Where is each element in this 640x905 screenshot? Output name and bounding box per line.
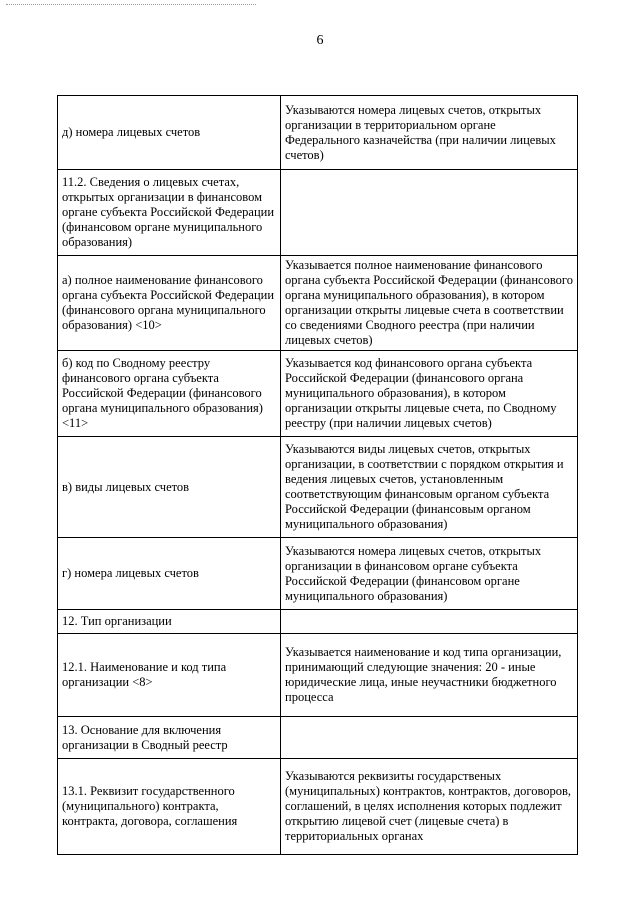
field-description-cell: Указываются номера лицевых счетов, открытых организации в территориальном органе Федерального казначейства (при наличии лицевых счетов) (281, 96, 578, 170)
field-description-cell: Указываются реквизиты государственых (муниципальных) контрактов, контрактов, договоров, соглашений, в целях исполнения которых подлежит открытию лицевой счет (лицевые счета) в территориальных органах (281, 759, 578, 855)
field-name-cell: 11.2. Сведения о лицевых счетах, открытых организации в финансовом органе субъекта Российской Федерации (финансовом органе муниципального образования) (58, 170, 281, 256)
field-description-cell (281, 610, 578, 634)
field-description-cell: Указываются виды лицевых счетов, открытых организации, в соответствии с порядком открытия и ведения лицевых счетов, установленным соответствующим финансовым органом субъекта Российской Федерации (финансовым органом муниципального образования) (281, 437, 578, 538)
table-row (58, 759, 578, 855)
field-name-cell: в) виды лицевых счетов (58, 437, 281, 538)
field-name-cell: б) код по Сводному реестру финансового органа субъекта Российской Федерации (финансового органа муниципального образования) <11> (58, 351, 281, 437)
table-row (58, 610, 578, 634)
field-name-cell: д) номера лицевых счетов (58, 96, 281, 170)
table-row (58, 717, 578, 759)
field-name-cell: 12. Тип организации (58, 610, 281, 634)
field-description-cell: Указываются номера лицевых счетов, открытых организации в финансовом органе субъекта Российской Федерации (финансовом органе муниципального образования) (281, 538, 578, 610)
table-row (58, 437, 578, 538)
field-name-cell: 12.1. Наименование и код типа организации <8> (58, 634, 281, 717)
register-fields-table (57, 95, 578, 855)
table-row (58, 170, 578, 256)
field-description-cell: Указывается наименование и код типа организации, принимающий следующие значения: 20 - иные юридические лица, иные неучастники бюджетного процесса (281, 634, 578, 717)
table-row (58, 538, 578, 610)
page-number: 6 (316, 33, 324, 48)
field-description-cell (281, 170, 578, 256)
field-description-cell: Указывается код финансового органа субъекта Российской Федерации (финансового органа муниципального образования), в котором организации открыты лицевые счета, по Сводному реестру (при наличии лицевых счетов) (281, 351, 578, 437)
table-row (58, 634, 578, 717)
table-row (58, 256, 578, 351)
field-description-cell: Указывается полное наименование финансового органа субъекта Российской Федерации (финансового органа муниципального образования), в котором организации открыты лицевые счета в соответствии со сведениями Сводного реестра (при наличии лицевых счетов) (281, 256, 578, 351)
table-row (58, 96, 578, 170)
field-name-cell: г) номера лицевых счетов (58, 538, 281, 610)
field-name-cell: а) полное наименование финансового органа субъекта Российской Федерации (финансового органа муниципального образования) <10> (58, 256, 281, 351)
field-description-cell (281, 717, 578, 759)
table-row (58, 351, 578, 437)
field-name-cell: 13.1. Реквизит государственного (муниципального) контракта, контракта, договора, соглашения (58, 759, 281, 855)
field-name-cell: 13. Основание для включения организации в Сводный реестр (58, 717, 281, 759)
scan-artifact (6, 4, 256, 7)
